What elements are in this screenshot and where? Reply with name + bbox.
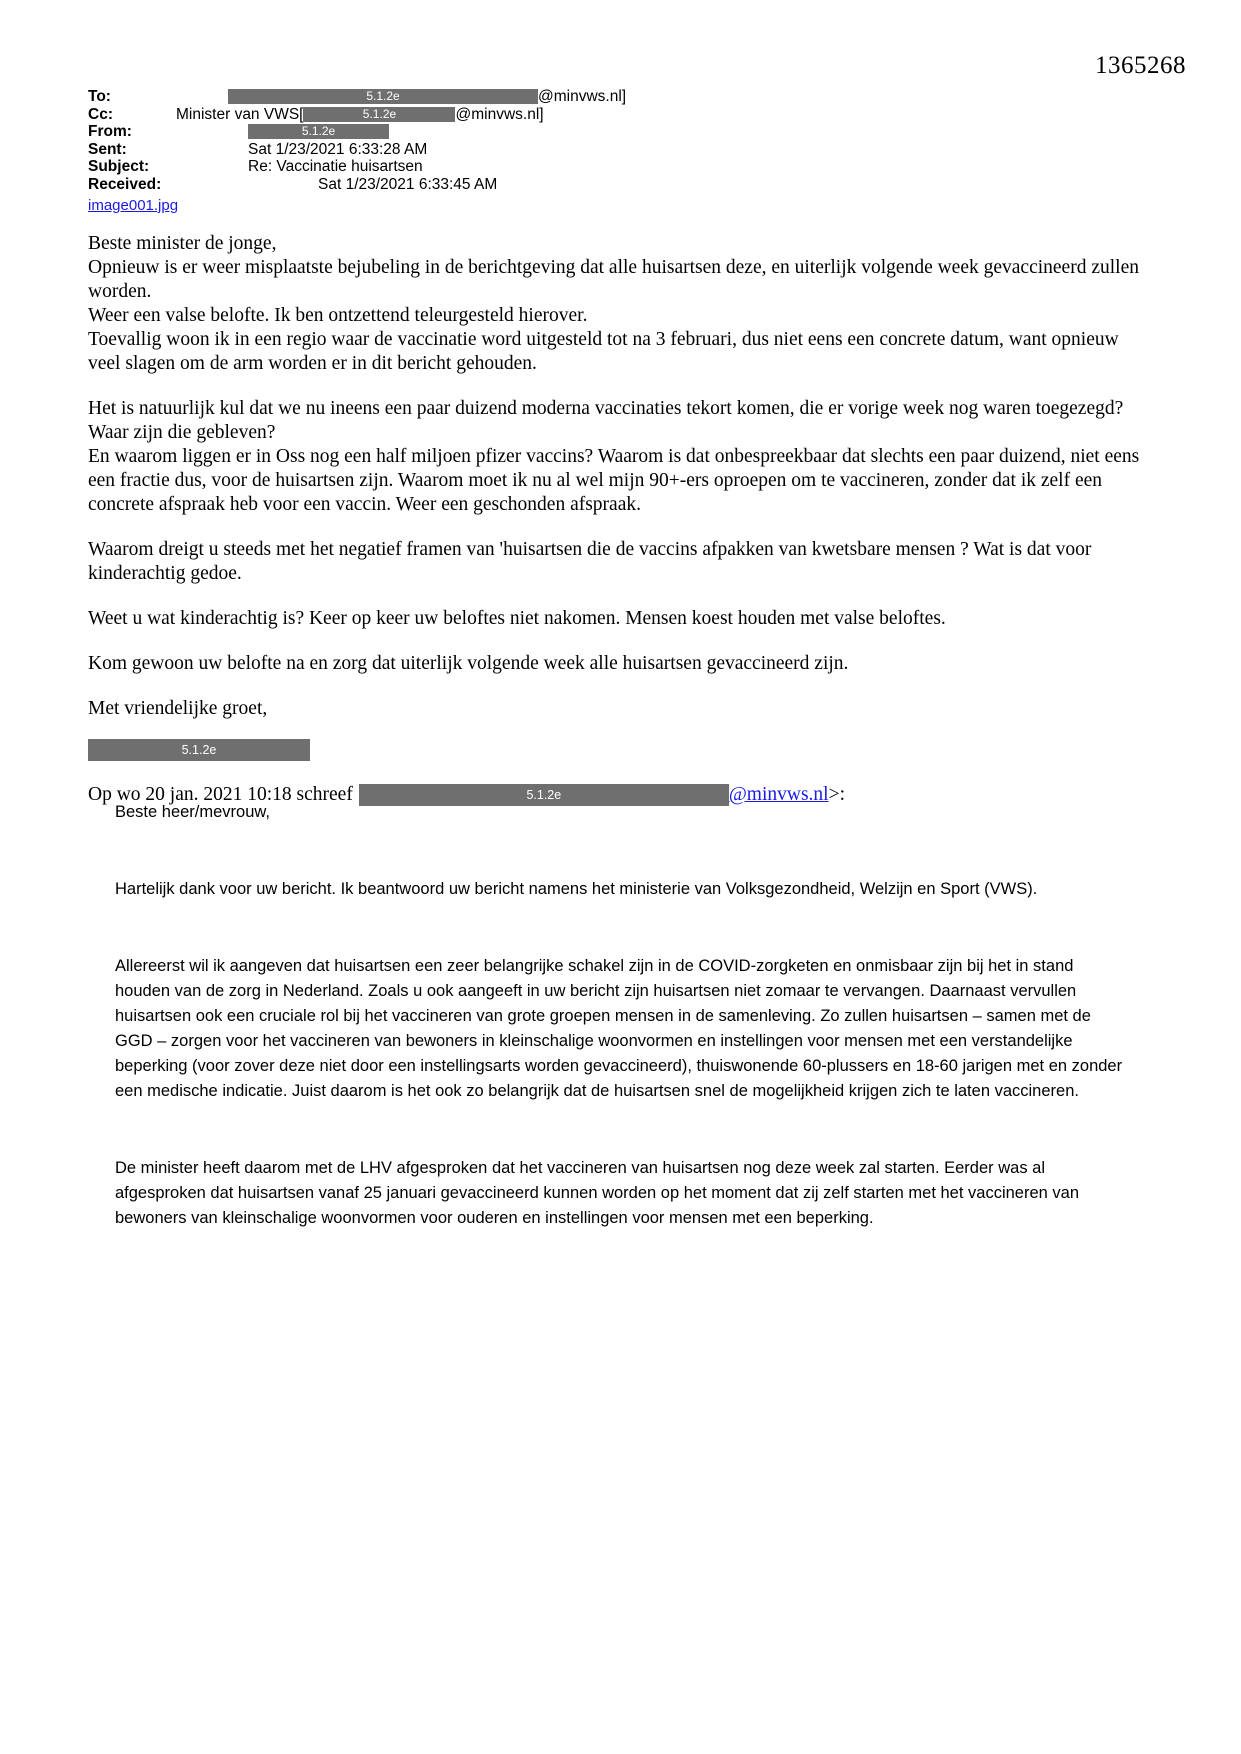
message-para-4: Het is natuurlijk kul dat we nu ineens een paar duizend moderna vaccinaties tekort komen, die er vorige week nog waren toegezegd? Waar zijn die gebleven? — [88, 398, 1124, 443]
email-header — [88, 88, 1148, 193]
quote-header-mail-link[interactable]: @minvws.nl — [728, 784, 829, 805]
from-redaction: 5.1.2e — [248, 124, 389, 139]
quoted-para-1: Hartelijk dank voor uw bericht. Ik beantwoord uw bericht namens het ministerie van Volksgezondheid, Welzijn en Sport (VWS). — [115, 880, 1038, 898]
subject-label: Subject: — [88, 158, 150, 175]
message-para-6: Waarom dreigt u steeds met het negatief framen van 'huisartsen die de vaccins afpakken van kwetsbare mensen ? Wat is dat voor kinderachtig gedoe. — [88, 539, 1092, 584]
cc-redaction: 5.1.2e — [303, 107, 455, 122]
header-row-sent — [88, 141, 1148, 159]
quoted-para-3: De minister heeft daarom met de LHV afgesproken dat het vaccineren van huisartsen nog deze week zal starten. Eerder was al afgesproken dat huisartsen vanaf 25 januari gevaccineerd kunnen worden op het moment dat zij zelf starten met het vaccineren van bewoners van kleinschalige woonvormen voor ouderen en instellingen voor mensen met een beperking. — [115, 1159, 1079, 1227]
message-para-5: En waarom liggen er in Oss nog een half miljoen pfizer vaccins? Waarom is dat onbespreekbaar dat slechts een paar duizend, niet eens een fractie dus, voor de huisartsen zijn. Waarom moet ik nu al wel mijn 90+-ers oproepen om te vaccineren, zonder dat ik zelf een concrete afspraak heb voor een vaccin. Weer een geschonden afspraak. — [88, 446, 1140, 515]
from-label: From: — [88, 123, 132, 140]
message-body — [88, 232, 1143, 807]
quote-header-prefix: Op wo 20 jan. 2021 10:18 schreef — [88, 784, 353, 805]
signature-redaction: 5.1.2e — [88, 739, 310, 761]
message-para-1: Opnieuw is er weer misplaatste bejubeling in de berichtgeving dat alle huisartsen deze, en uiterlijk volgende week gevaccineerd zullen worden. — [88, 257, 1139, 302]
header-row-subject — [88, 158, 1148, 176]
message-para-3: Toevallig woon ik in een regio waar de vaccinatie word uitgesteld tot na 3 februari, dus niet eens een concrete datum, want opnieuw veel slagen om de arm worden er in dit bericht gehouden. — [88, 329, 1119, 374]
cc-value: Minister van VWS[ — [176, 105, 304, 123]
quote-header-suffix: >: — [828, 784, 846, 805]
header-row-received — [88, 176, 1148, 194]
received-value: Sat 1/23/2021 6:33:45 AM — [318, 175, 498, 193]
message-para-2: Weer een valse belofte. Ik ben ontzettend teleurgesteld hierover. — [88, 305, 588, 326]
quoted-message — [115, 800, 1125, 1231]
header-row-to — [88, 88, 1148, 106]
to-redaction: 5.1.2e — [228, 89, 538, 104]
quoted-para-2: Allereerst wil ik aangeven dat huisartsen een zeer belangrijke schakel zijn in de COVID-zorgketen en onmisbaar zijn bij het in stand houden van de zorg in Nederland. Zoals u ook aangeeft in uw bericht zijn huisartsen niet zomaar te vervangen. Daarnaast vervullen huisartsen ook een cruciale rol bij het vaccineren van grote groepen mensen in de samenleving. Zo zullen huisartsen – samen met de GGD – zorgen voor het vaccineren van bewoners in kleinschalige woonvormen en instellingen voor mensen met een verstandelijke beperking (voor zover deze niet door een instellingsarts worden gevaccineerd), thuiswonende 60-plussers en 18-60 jarigen met en zonder een medische indicatie. Juist daarom is het ook zo belangrijk dat de huisartsen snel de mogelijkheid krijgen zich te laten vaccineren. — [115, 957, 1123, 1100]
header-row-cc — [88, 106, 1148, 124]
message-greeting: Beste minister de jonge, — [88, 233, 277, 254]
quoted-greeting: Beste heer/mevrouw, — [115, 803, 270, 821]
document-number: 1365268 — [1095, 52, 1186, 79]
header-row-from — [88, 123, 1148, 141]
sent-label: Sent: — [88, 140, 127, 158]
message-closing: Met vriendelijke groet, — [88, 698, 268, 719]
cc-label: Cc: — [88, 105, 113, 123]
to-label: To: — [88, 88, 111, 105]
message-para-8: Kom gewoon uw belofte na en zorg dat uiterlijk volgende week alle huisartsen gevaccineerd zijn. — [88, 653, 849, 674]
message-para-7: Weet u wat kinderachtig is? Keer op keer uw beloftes niet nakomen. Mensen koest houden met valse beloftes. — [88, 608, 946, 629]
cc-domain: @minvws.nl] — [455, 105, 544, 123]
quote-header-redaction: 5.1.2e — [359, 784, 729, 806]
to-domain: @minvws.nl] — [538, 88, 627, 105]
received-label: Received: — [88, 175, 162, 193]
attachment-link[interactable]: image001.jpg — [88, 197, 179, 214]
sent-value: Sat 1/23/2021 6:33:28 AM — [248, 140, 428, 158]
subject-value: Re: Vaccinatie huisartsen — [248, 158, 423, 175]
